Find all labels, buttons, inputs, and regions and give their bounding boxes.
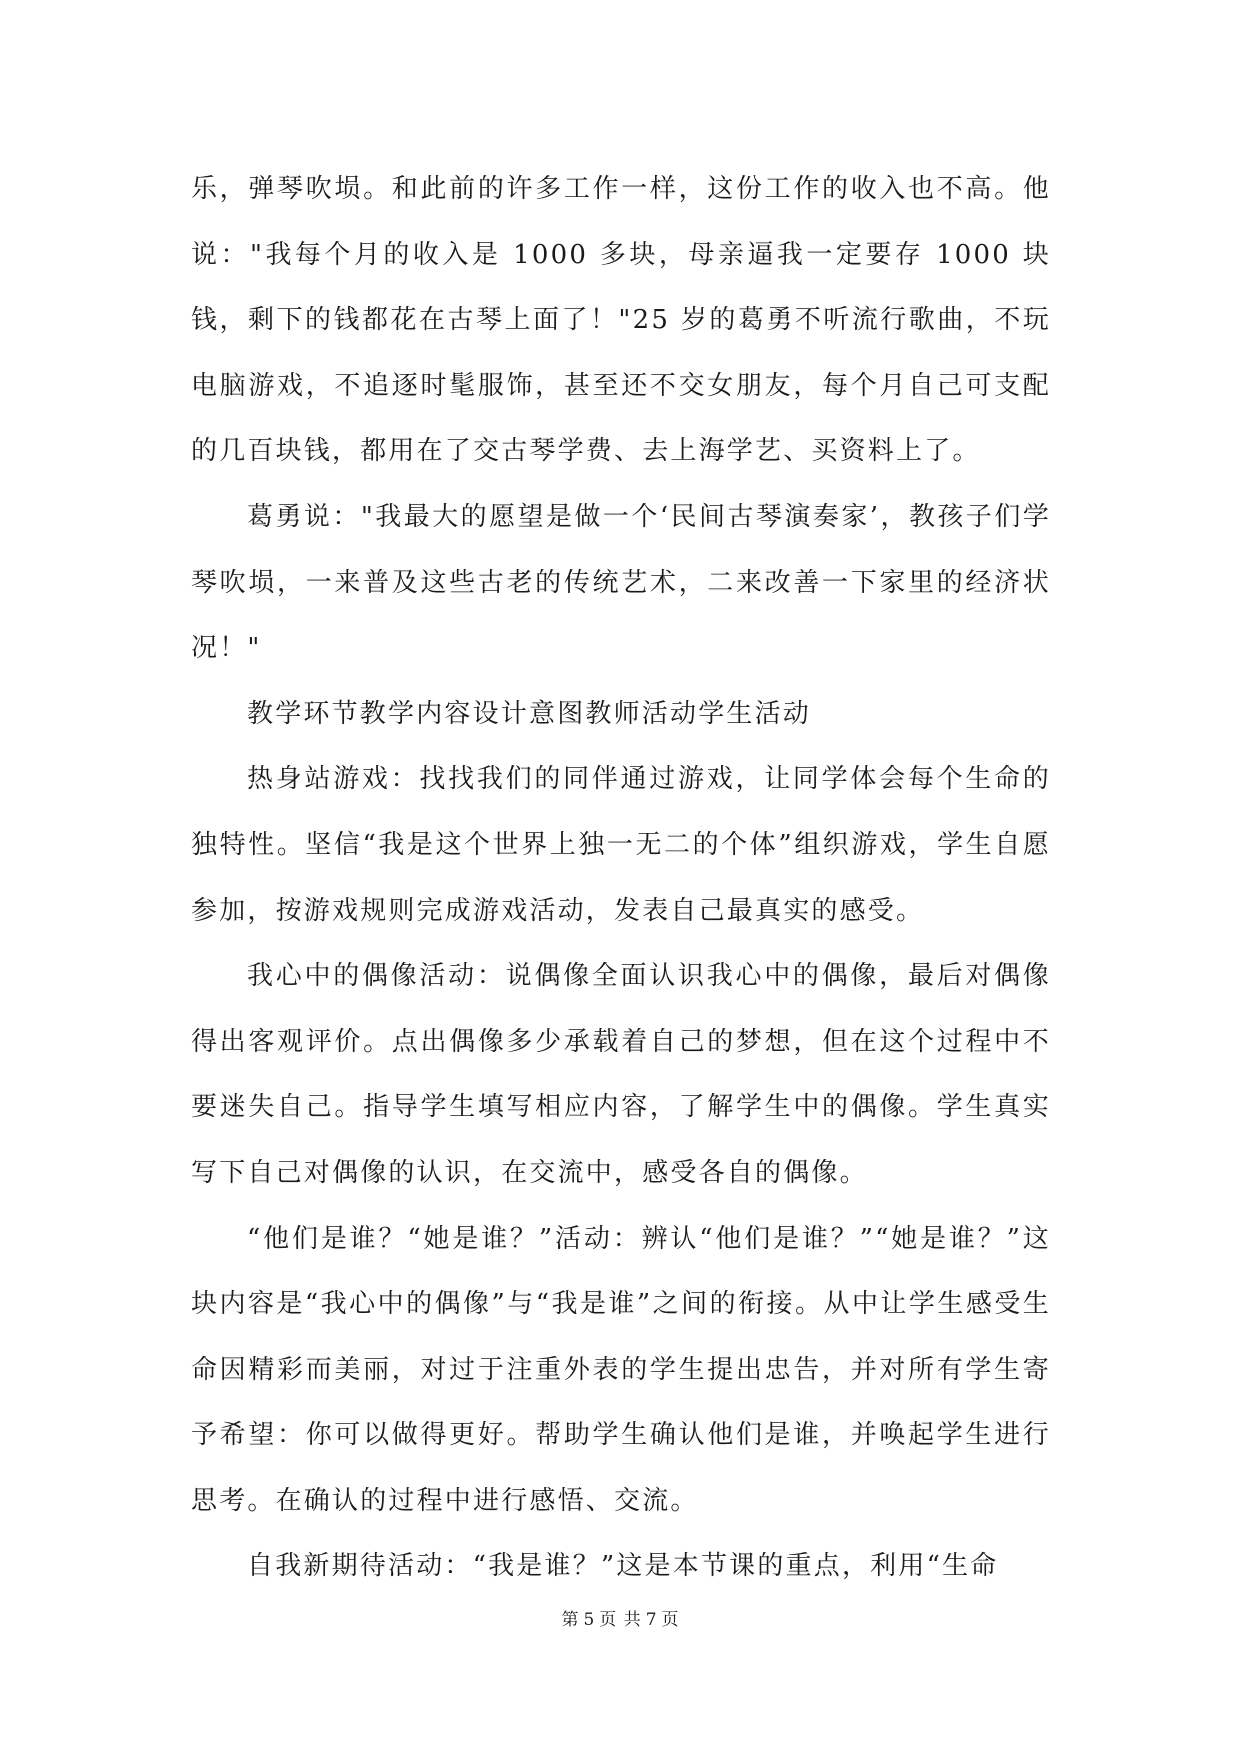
footer-prefix: 第 bbox=[561, 1610, 580, 1630]
paragraph-table-header: 教学环节教学内容设计意图教师活动学生活动 bbox=[247, 698, 812, 729]
paragraph-idol-activity: 我心中的偶像活动：说偶像全面认识我心中的偶像，最后对偶像得出客观评价。点出偶像多少承载着自己的梦想，但在这个过程中不要迷失自己。指导学生填写相应内容，了解学生中的偶像。学生真实写下自己对偶像的认识，在交流中，感受各自的偶像。 bbox=[191, 961, 1051, 1188]
footer-total-pages: 7 bbox=[645, 1610, 658, 1630]
footer-page-number: 5 bbox=[583, 1610, 596, 1630]
paragraph-self-expectation: 自我新期待活动：“我是谁？”这是本节课的重点，利用“生命 bbox=[247, 1551, 999, 1582]
paragraph-continued: 乐，弹琴吹埙。和此前的许多工作一样，这份工作的收入也不高。他说："我每个月的收入是 1000 多块，母亲逼我一定要存 1000 块钱，剩下的钱都花在古琴上面了！"25 岁的葛勇不听流行歌曲，不玩电脑游戏，不追逐时髦服饰，甚至还不交女朋友，每个月自己可支配的几百块钱，都用在了交古琴学费、去上海学艺、买资料上了。 bbox=[191, 174, 1051, 467]
paragraph-quote-wish: 葛勇说："我最大的愿望是做一个‘民间古琴演奏家’，教孩子们学琴吹埙，一来普及这些古老的传统艺术，二来改善一下家里的经济状况！" bbox=[191, 501, 1051, 664]
page-footer bbox=[0, 1605, 1241, 1630]
footer-middle: 页 共 bbox=[599, 1610, 642, 1630]
footer-suffix: 页 bbox=[661, 1610, 680, 1630]
document-body bbox=[191, 157, 1051, 1600]
paragraph-warmup-game: 热身站游戏：找找我们的同伴通过游戏，让同学体会每个生命的独特性。坚信“我是这个世界上独一无二的个体”组织游戏，学生自愿参加，按游戏规则完成游戏活动，发表自己最真实的感受。 bbox=[191, 764, 1051, 926]
paragraph-who-activity: “他们是谁？“她是谁？”活动：辨认“他们是谁？”“她是谁？”这块内容是“我心中的偶像”与“我是谁”之间的衔接。从中让学生感受生命因精彩而美丽，对过于注重外表的学生提出忠告，并对所有学生寄予希望：你可以做得更好。帮助学生确认他们是谁，并唤起学生进行思考。在确认的过程中进行感悟、交流。 bbox=[191, 1223, 1051, 1516]
